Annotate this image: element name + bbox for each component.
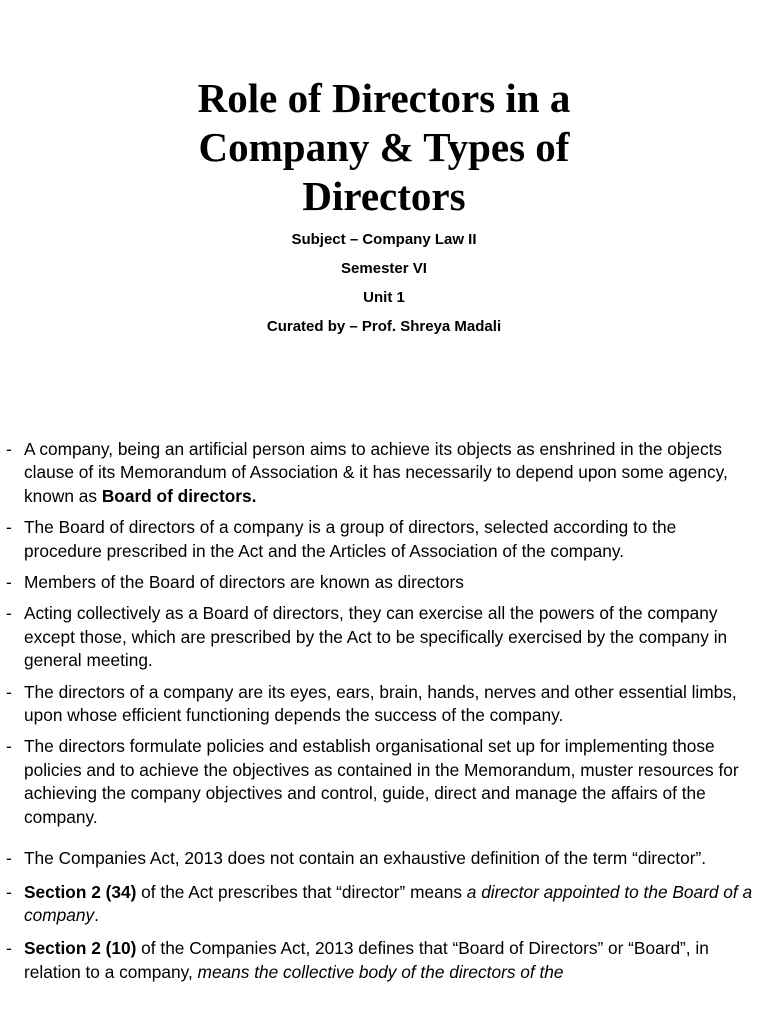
bullet-dash: - bbox=[6, 603, 12, 624]
list-item bbox=[6, 847, 758, 870]
title-slide bbox=[0, 0, 768, 420]
bullet-text: The Companies Act, 2013 does not contain an exhaustive definition of the term “director”. bbox=[24, 848, 707, 869]
bullet-text: The Board of directors of a company is a group of directors, selected according to the procedure prescribed in the Act and the Articles of Association of the company. bbox=[24, 517, 677, 561]
unit-line: Unit 1 bbox=[363, 289, 405, 306]
bullet-dash: - bbox=[6, 938, 12, 959]
title-line: Role of Directors in a bbox=[197, 75, 571, 121]
list-item bbox=[6, 571, 758, 594]
bullet-bold-text: Board of directors. bbox=[101, 485, 257, 506]
definition-text: means the collective body of the directors of the bbox=[197, 961, 564, 982]
bullet-dash: - bbox=[6, 517, 12, 538]
title-line: Company & Types of bbox=[198, 124, 570, 170]
list-item bbox=[6, 735, 758, 829]
bullet-text: of the Act prescribes that “director” means bbox=[136, 881, 467, 902]
slide-title bbox=[84, 74, 684, 221]
bullet-text: of the Companies Act, 2013 defines that “Board of Directors” or “Board”, in relation to a company, bbox=[24, 938, 709, 982]
list-item bbox=[6, 516, 758, 563]
bullet-text: The directors formulate policies and establish organisational set up for implementing those policies and to achieve the objectives as contained in the Memorandum, muster resources for achieving the company objectives and control, guide, direct and manage the affairs of the company. bbox=[24, 736, 739, 827]
curator-line: Curated by – Prof. Shreya Madali bbox=[266, 318, 502, 335]
bullet-text: Members of the Board of directors are known as directors bbox=[24, 572, 464, 593]
bullet-dash: - bbox=[6, 736, 12, 757]
list-item bbox=[6, 438, 758, 508]
bullet-dash: - bbox=[6, 572, 12, 593]
bullet-text: The directors of a company are its eyes, ears, brain, hands, nerves and other essential limbs, upon whose efficient functioning depends the success of the company. bbox=[24, 681, 737, 726]
definition-text: a director appointed to the Board of a company bbox=[24, 881, 753, 925]
title-line: Directors bbox=[302, 173, 466, 219]
bullet-list bbox=[6, 438, 758, 984]
list-item bbox=[6, 937, 758, 984]
section-reference: Section 2 (10) bbox=[24, 938, 137, 959]
list-item bbox=[6, 602, 758, 672]
bullet-text-tail: . bbox=[94, 904, 99, 925]
list-item bbox=[6, 681, 758, 728]
section-reference: Section 2 (34) bbox=[24, 881, 137, 902]
bullet-text: Acting collectively as a Board of directors, they can exercise all the powers of the company except those, which are prescribed by the Act to be specifically exercised by the company in general meeting. bbox=[24, 603, 728, 671]
bullet-dash: - bbox=[6, 681, 12, 702]
bullet-dash: - bbox=[6, 881, 12, 902]
list-item bbox=[6, 881, 758, 928]
bullet-text: A company, being an artificial person aims to achieve its objects as enshrined in the objects clause of its Memorandum of Association & it has necessarily to depend upon some agency, known as bbox=[24, 439, 728, 506]
subject-line: Subject – Company Law II bbox=[291, 231, 477, 248]
bullet-dash: - bbox=[6, 439, 12, 459]
bullet-dash: - bbox=[6, 848, 12, 869]
semester-line: Semester VI bbox=[341, 260, 427, 277]
